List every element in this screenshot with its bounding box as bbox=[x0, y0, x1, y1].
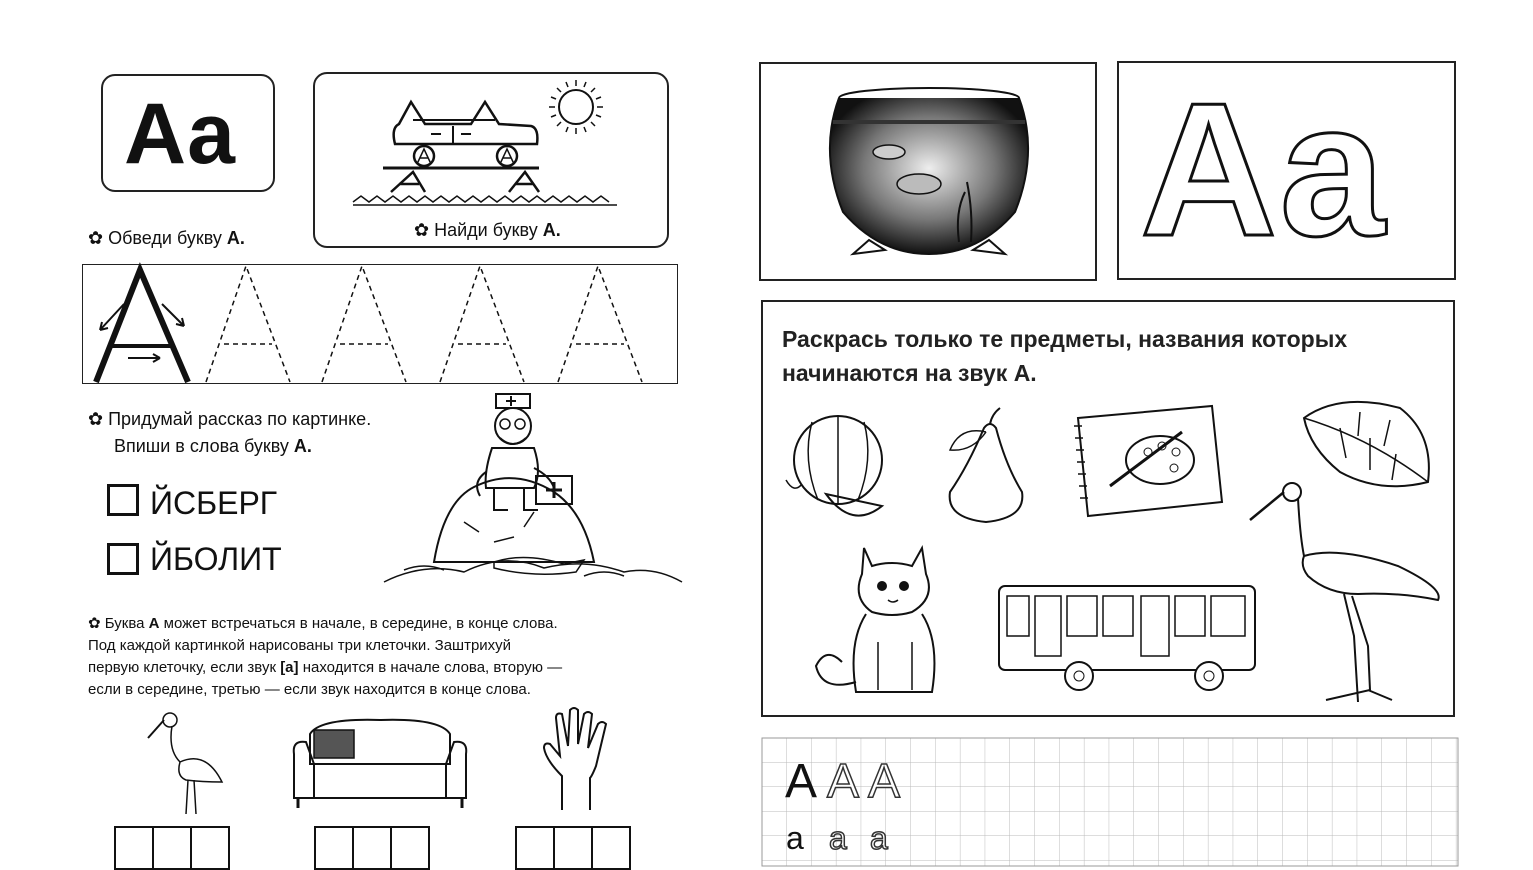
kitten-picture bbox=[812, 542, 952, 702]
big-letters-text: Аа bbox=[1140, 64, 1386, 276]
album-picture bbox=[1070, 402, 1230, 522]
task-sound-position: ✿ Буква А может встречаться в начале, в середине, в конце слова. Под каждой картинкой нарисованы три клеточки. Заштрихуй первую клеточку, если звук [а] находится в начале слова, вторую — если в середине, третью — если звук находится в конце слова. bbox=[88, 614, 563, 698]
task-trace-letter: ✿ Обведи букву А. bbox=[88, 228, 245, 249]
pear-picture bbox=[940, 406, 1040, 526]
trace-letters bbox=[82, 264, 678, 384]
aquarium-picture bbox=[759, 62, 1097, 281]
flower-icon: ✿ bbox=[88, 409, 104, 430]
sofa-picture bbox=[290, 714, 470, 814]
copybook-lower-2: а bbox=[829, 820, 847, 856]
stork-small-picture bbox=[146, 710, 236, 820]
answer-cells-3[interactable] bbox=[515, 826, 629, 870]
word-2: ЙБОЛИТ bbox=[150, 541, 282, 577]
task-find-letter: ✿ Найди букву А. bbox=[414, 220, 561, 241]
answer-cells-2[interactable] bbox=[314, 826, 428, 870]
flower-icon: ✿ bbox=[88, 614, 101, 632]
copybook-upper-2: А bbox=[827, 755, 860, 808]
copybook-lower-3: а bbox=[870, 820, 888, 856]
answer-cells-1[interactable] bbox=[114, 826, 228, 870]
copybook-grid[interactable] bbox=[762, 738, 1458, 866]
coloring-task-text: Раскрась только те предметы, названия которых начинаются на звук А. bbox=[782, 326, 1348, 386]
copybook-lower-1: а bbox=[786, 820, 804, 856]
letter-card-text: Аа bbox=[124, 86, 235, 182]
hand-picture bbox=[540, 706, 610, 816]
flower-icon: ✿ bbox=[88, 228, 104, 249]
bus-picture bbox=[995, 582, 1265, 702]
doctor-picture bbox=[384, 392, 684, 592]
word-checkbox-2[interactable] bbox=[107, 543, 139, 575]
flower-icon: ✿ bbox=[414, 220, 430, 241]
word-checkbox-1[interactable] bbox=[107, 484, 139, 516]
copybook-upper-1: А bbox=[785, 755, 818, 808]
task-story: ✿ Придумай рассказ по картинке. Впиши в слова букву А. bbox=[88, 409, 372, 456]
word-1: ЙСБЕРГ bbox=[150, 485, 278, 521]
copybook-upper-3: А bbox=[868, 755, 901, 808]
stork-picture bbox=[1248, 476, 1448, 706]
watermelon-picture bbox=[782, 410, 902, 530]
